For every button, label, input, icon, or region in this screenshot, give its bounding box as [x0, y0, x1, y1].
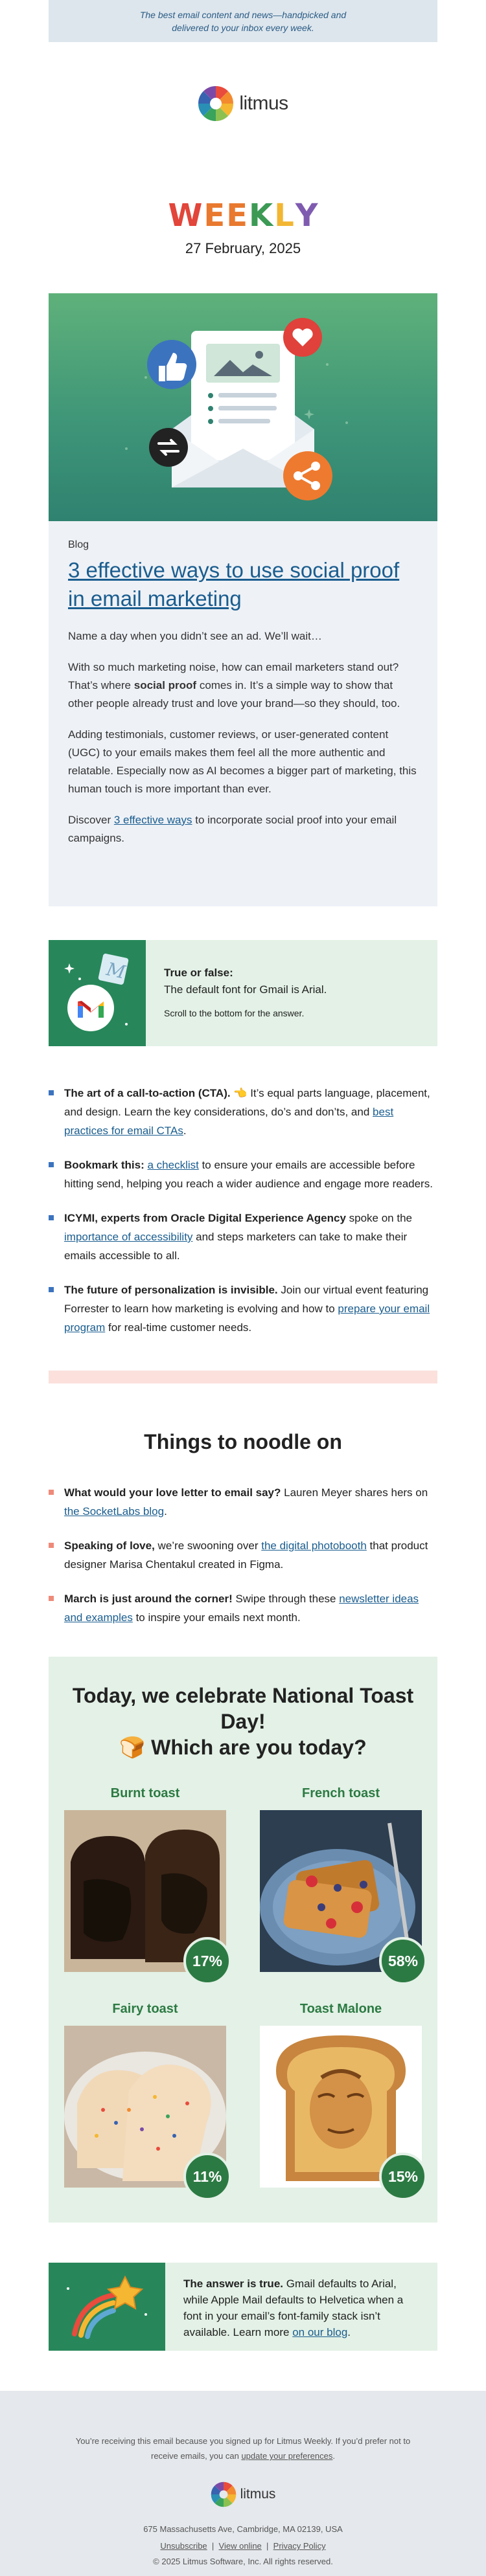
text: comes in. It’s a simple way to show that other people already trust and love your brand—so they should, too. — [68, 679, 400, 710]
bold-text: The answer is true. — [183, 2278, 283, 2290]
trivia-statement: The default font for Gmail is Arial. — [164, 983, 327, 996]
wordmark-letter: E — [203, 197, 226, 234]
article-title-link[interactable]: 3 effective ways to use social proof in email marketing — [68, 558, 400, 610]
litmus-logo-icon — [198, 85, 234, 122]
poll-option-french-toast[interactable] — [260, 1786, 422, 1972]
bold-text: What would your love letter to email say? — [64, 1486, 281, 1499]
text: to inspire your emails next month. — [132, 1611, 301, 1624]
preheader-line-1: The best email content and news—handpicked and — [139, 10, 347, 20]
preheader-line-2: delivered to your inbox every week. — [172, 23, 314, 33]
footer-links — [0, 2541, 486, 2551]
bullet-link[interactable]: prepare your email program — [64, 1303, 430, 1334]
text: for real-time customer needs. — [105, 1321, 252, 1334]
toast-poll — [49, 1657, 437, 2223]
link-separator: | — [211, 2541, 214, 2551]
wordmark-letter: L — [274, 197, 294, 234]
social-proof-illustration-icon — [49, 293, 437, 521]
link-separator: | — [266, 2541, 269, 2551]
section-divider — [49, 1371, 437, 1383]
text: receive emails, you can — [150, 2451, 242, 2461]
article-paragraph: Name a day when you didn’t see an ad. We’ll wait… — [68, 630, 322, 642]
trivia-box — [49, 940, 437, 1046]
text: 👈 It’s equal parts language, placement, and design. Learn the key considerations, do’s and don’ts, and — [64, 1087, 430, 1118]
poll-heading-line: Which are you today? — [151, 1736, 367, 1759]
text: Join our virtual event featuring Forrester to learn how marketing is evolving and how to — [64, 1284, 429, 1315]
unsubscribe-link[interactable]: Unsubscribe — [160, 2541, 207, 2551]
bullet-text — [64, 1209, 437, 1265]
text: that product designer Marisa Chentakul created in Figma. — [64, 1540, 428, 1571]
trivia-hint: Scroll to the bottom for the answer. — [164, 1008, 305, 1018]
bold-text: The art of a call-to-action (CTA). — [64, 1087, 231, 1099]
hero-image[interactable] — [49, 293, 437, 521]
option-percentage: 17% — [183, 1937, 231, 1985]
litmus-logo-icon — [211, 2481, 237, 2507]
text: . — [183, 1125, 187, 1137]
view-online-link[interactable]: View online — [218, 2541, 262, 2551]
bullet-text — [64, 1536, 437, 1574]
poll-option-fairy-toast[interactable] — [64, 2002, 226, 2188]
preheader — [49, 0, 437, 42]
weekly-header — [49, 165, 437, 257]
bold-text: The future of personalization is invisible. — [64, 1284, 278, 1296]
list-item — [49, 1209, 437, 1265]
bullet-link[interactable]: best practices for email CTAs — [64, 1106, 394, 1137]
text: . — [332, 2451, 335, 2461]
option-name: Burnt toast — [110, 1786, 180, 1800]
article-paragraph: Adding testimonials, customer reviews, or user-generated content (UGC) to your emails makes them feel all the more authentic and relatable. Especially now as AI becomes a bigger part of marketing, this human touch is more important than ever. — [68, 728, 417, 795]
trivia-question: True or false: — [164, 967, 233, 979]
text: Gmail defaults to Arial, while Apple Mail defaults to Helvetica when a font in your email’s font-family stack isn’t available. Learn more — [183, 2278, 404, 2338]
bullet-link[interactable]: the SocketLabs blog — [64, 1505, 165, 1518]
text: . — [164, 1505, 167, 1518]
list-item — [49, 1589, 437, 1627]
noodle-list — [49, 1483, 437, 1627]
list-item — [49, 1281, 437, 1337]
option-percentage: 11% — [183, 2153, 231, 2201]
text: spoke on the — [345, 1212, 412, 1224]
copyright: © 2025 Litmus Software, Inc. All rights reserved. — [153, 2557, 333, 2566]
wordmark-letter: Y — [295, 197, 318, 234]
option-name: Fairy toast — [112, 2002, 178, 2016]
bullet-text — [64, 1281, 437, 1337]
list-item — [49, 1084, 437, 1140]
section-heading: Things to noodle on — [144, 1430, 342, 1453]
bullet-square-icon — [49, 1596, 54, 1601]
poll-option-burnt-toast[interactable] — [64, 1786, 226, 1972]
footer — [0, 2391, 486, 2576]
answer-text — [165, 2263, 437, 2351]
text: With so much marketing noise, how can email marketers stand out? That’s where — [68, 661, 399, 691]
issue-date: 27 February, 2025 — [185, 240, 301, 256]
bullet-square-icon — [49, 1162, 54, 1167]
option-name: Toast Malone — [299, 2002, 382, 2016]
bullet-square-icon — [49, 1090, 54, 1095]
option-name: French toast — [301, 1786, 380, 1800]
bullet-link[interactable]: newsletter ideas and examples — [64, 1593, 419, 1624]
bullet-text — [64, 1084, 437, 1140]
article-paragraph — [68, 658, 418, 713]
option-percentage: 15% — [379, 2153, 427, 2201]
article-paragraph — [68, 811, 418, 847]
footer-logo[interactable] — [0, 2481, 486, 2507]
article-kicker: Blog — [68, 539, 89, 550]
poll-options — [63, 1786, 423, 2188]
bullet-square-icon — [49, 1490, 54, 1495]
bold-text: Speaking of love, — [64, 1540, 155, 1552]
text: Swipe through these — [232, 1593, 340, 1605]
answer-blog-link[interactable]: on our blog — [292, 2326, 348, 2338]
text: Lauren Meyer shares hers on — [281, 1486, 428, 1499]
header-logo[interactable] — [49, 42, 437, 165]
bullet-text — [64, 1483, 437, 1521]
text: and steps marketers can take to make their emails accessible to all. — [64, 1231, 408, 1262]
bullet-square-icon — [49, 1287, 54, 1292]
text: we’re swooning over — [154, 1540, 262, 1552]
option-percentage: 58% — [379, 1937, 427, 1985]
bullet-square-icon — [49, 1215, 54, 1220]
feature-article — [49, 521, 437, 906]
wordmark-letter: K — [248, 197, 273, 234]
bold-text: social proof — [133, 679, 197, 691]
wordmark-letter: E — [226, 197, 248, 234]
trivia-answer — [49, 2263, 437, 2351]
footer-brand-name: litmus — [240, 2487, 276, 2502]
bold-text: March is just around the corner! — [64, 1593, 233, 1605]
bullet-square-icon — [49, 1543, 54, 1548]
privacy-policy-link[interactable]: Privacy Policy — [273, 2541, 326, 2551]
list-item — [49, 1156, 437, 1193]
bullet-link[interactable]: importance of accessibility — [64, 1231, 193, 1243]
news-bullets — [49, 1084, 437, 1337]
bold-text: ICYMI, experts from Oracle Digital Experience Agency — [64, 1212, 346, 1224]
wordmark-letter: W — [168, 197, 203, 234]
bullet-text — [64, 1156, 437, 1193]
bullet-link[interactable]: a checklist — [147, 1159, 199, 1171]
text: You’re receiving this email because you signed up for Litmus Weekly. If you’d prefer not to — [75, 2436, 411, 2446]
bold-text: Bookmark this: — [64, 1159, 145, 1171]
text: . — [347, 2326, 351, 2338]
poll-option-toast-malone[interactable] — [260, 2002, 422, 2188]
article-inline-link[interactable]: 3 effective ways — [113, 814, 192, 826]
svg-text:M: M — [104, 958, 128, 983]
noodle-section — [49, 1430, 437, 1627]
footer-lead — [0, 2434, 486, 2463]
bullet-text — [64, 1589, 437, 1627]
list-item — [49, 1536, 437, 1574]
trivia-text — [146, 940, 345, 1046]
poll-heading — [63, 1683, 423, 1760]
answer-art — [49, 2263, 165, 2351]
text: to incorporate social proof into your email campaigns. — [68, 814, 397, 844]
list-item — [49, 1483, 437, 1521]
gmail-icon — [49, 940, 146, 1046]
trivia-art — [49, 940, 146, 1046]
weekly-wordmark — [49, 197, 437, 234]
company-address: 675 Massachusetts Ave, Cambridge, MA 02139, USA — [143, 2524, 343, 2534]
text: to ensure your emails are accessible before hitting send, helping you reach a wider audience and engage more readers. — [64, 1159, 433, 1190]
bread-emoji-icon: 🍞 — [119, 1736, 146, 1759]
text: Discover — [68, 814, 114, 826]
brand-name: litmus — [239, 93, 288, 114]
update-preferences-link[interactable]: update your preferences — [241, 2451, 333, 2461]
rainbow-star-icon — [49, 2263, 165, 2351]
poll-heading-line: Today, we celebrate National Toast Day! — [72, 1684, 414, 1733]
bullet-link[interactable]: the digital photobooth — [261, 1540, 367, 1552]
